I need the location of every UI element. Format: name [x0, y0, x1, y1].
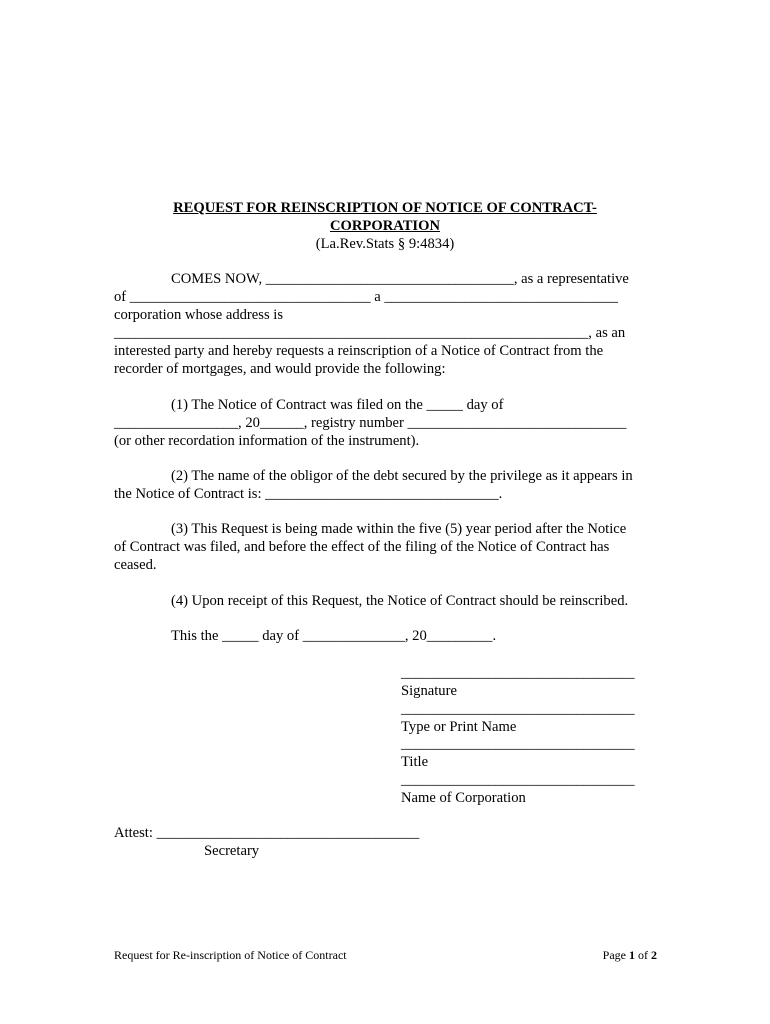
item2-line-1: (2) The name of the obligor of the debt secured by the privilege as it appears in: [171, 468, 633, 484]
intro-line-5: interested party and hereby requests a reinscription of a Notice of Contract from the: [114, 343, 604, 359]
footer-page-label: Page: [602, 948, 626, 962]
page-footer: [114, 948, 657, 963]
intro-line-1: COMES NOW, __________________________________, as a representative: [171, 271, 629, 287]
item-2-paragraph: [114, 467, 656, 503]
title-block: [114, 199, 656, 253]
title-blank: ________________________________: [401, 736, 635, 752]
document-title-line1: REQUEST FOR REINSCRIPTION OF NOTICE OF CONTRACT-: [173, 200, 597, 216]
intro-line-2: of _________________________________ a ________________________________: [114, 289, 618, 305]
intro-paragraph: [114, 270, 656, 378]
item1-line-2: _________________, 20______, registry number ______________________________: [114, 415, 627, 431]
print-name-label: Type or Print Name: [401, 719, 517, 735]
item-3-paragraph: [114, 520, 656, 574]
footer-page-total: 2: [651, 948, 657, 962]
statute-citation: (La.Rev.Stats § 9:4834): [315, 236, 455, 252]
print-name-block: [401, 700, 661, 736]
intro-line-4: _________________________________________________________________, as an: [114, 325, 626, 341]
item3-line-1: (3) This Request is being made within the five (5) year period after the Notice: [171, 521, 627, 537]
item-4-paragraph: [114, 592, 656, 610]
attest-line: Attest: ____________________________________: [114, 825, 420, 841]
corporation-blank: ________________________________: [401, 772, 635, 788]
date-line: This the _____ day of ______________, 20_________.: [171, 628, 497, 644]
corporation-name-block: [401, 771, 661, 807]
footer-page-of: of: [638, 948, 648, 962]
item3-line-3: ceased.: [114, 557, 157, 573]
item-1-paragraph: [114, 396, 656, 450]
date-paragraph: [114, 627, 656, 645]
footer-document-name: Request for Re-inscription of Notice of Contract: [114, 948, 347, 962]
title-field-block: [401, 735, 661, 771]
item4-line-1: (4) Upon receipt of this Request, the Notice of Contract should be reinscribed.: [171, 593, 629, 609]
title-label: Title: [401, 754, 429, 770]
item1-line-3: (or other recordation information of the instrument).: [114, 433, 420, 449]
attest-block: [114, 824, 656, 860]
signature-label: Signature: [401, 683, 457, 699]
intro-line-3: corporation whose address is: [114, 307, 284, 323]
signature-blank: ________________________________: [401, 665, 635, 681]
intro-line-6: recorder of mortgages, and would provide the following:: [114, 361, 446, 377]
footer-page-number: [603, 948, 657, 963]
print-name-blank: ________________________________: [401, 701, 635, 717]
item3-line-2: of Contract was filed, and before the effect of the filing of the Notice of Contract has: [114, 539, 610, 555]
corporation-label: Name of Corporation: [401, 790, 526, 806]
item2-line-2: the Notice of Contract is: ________________________________.: [114, 486, 503, 502]
signature-block: [401, 664, 661, 700]
item1-line-1: (1) The Notice of Contract was filed on the _____ day of: [171, 397, 504, 413]
document-title-line2: CORPORATION: [330, 218, 440, 234]
secretary-label: Secretary: [204, 843, 260, 859]
footer-page-current: 1: [629, 948, 635, 962]
